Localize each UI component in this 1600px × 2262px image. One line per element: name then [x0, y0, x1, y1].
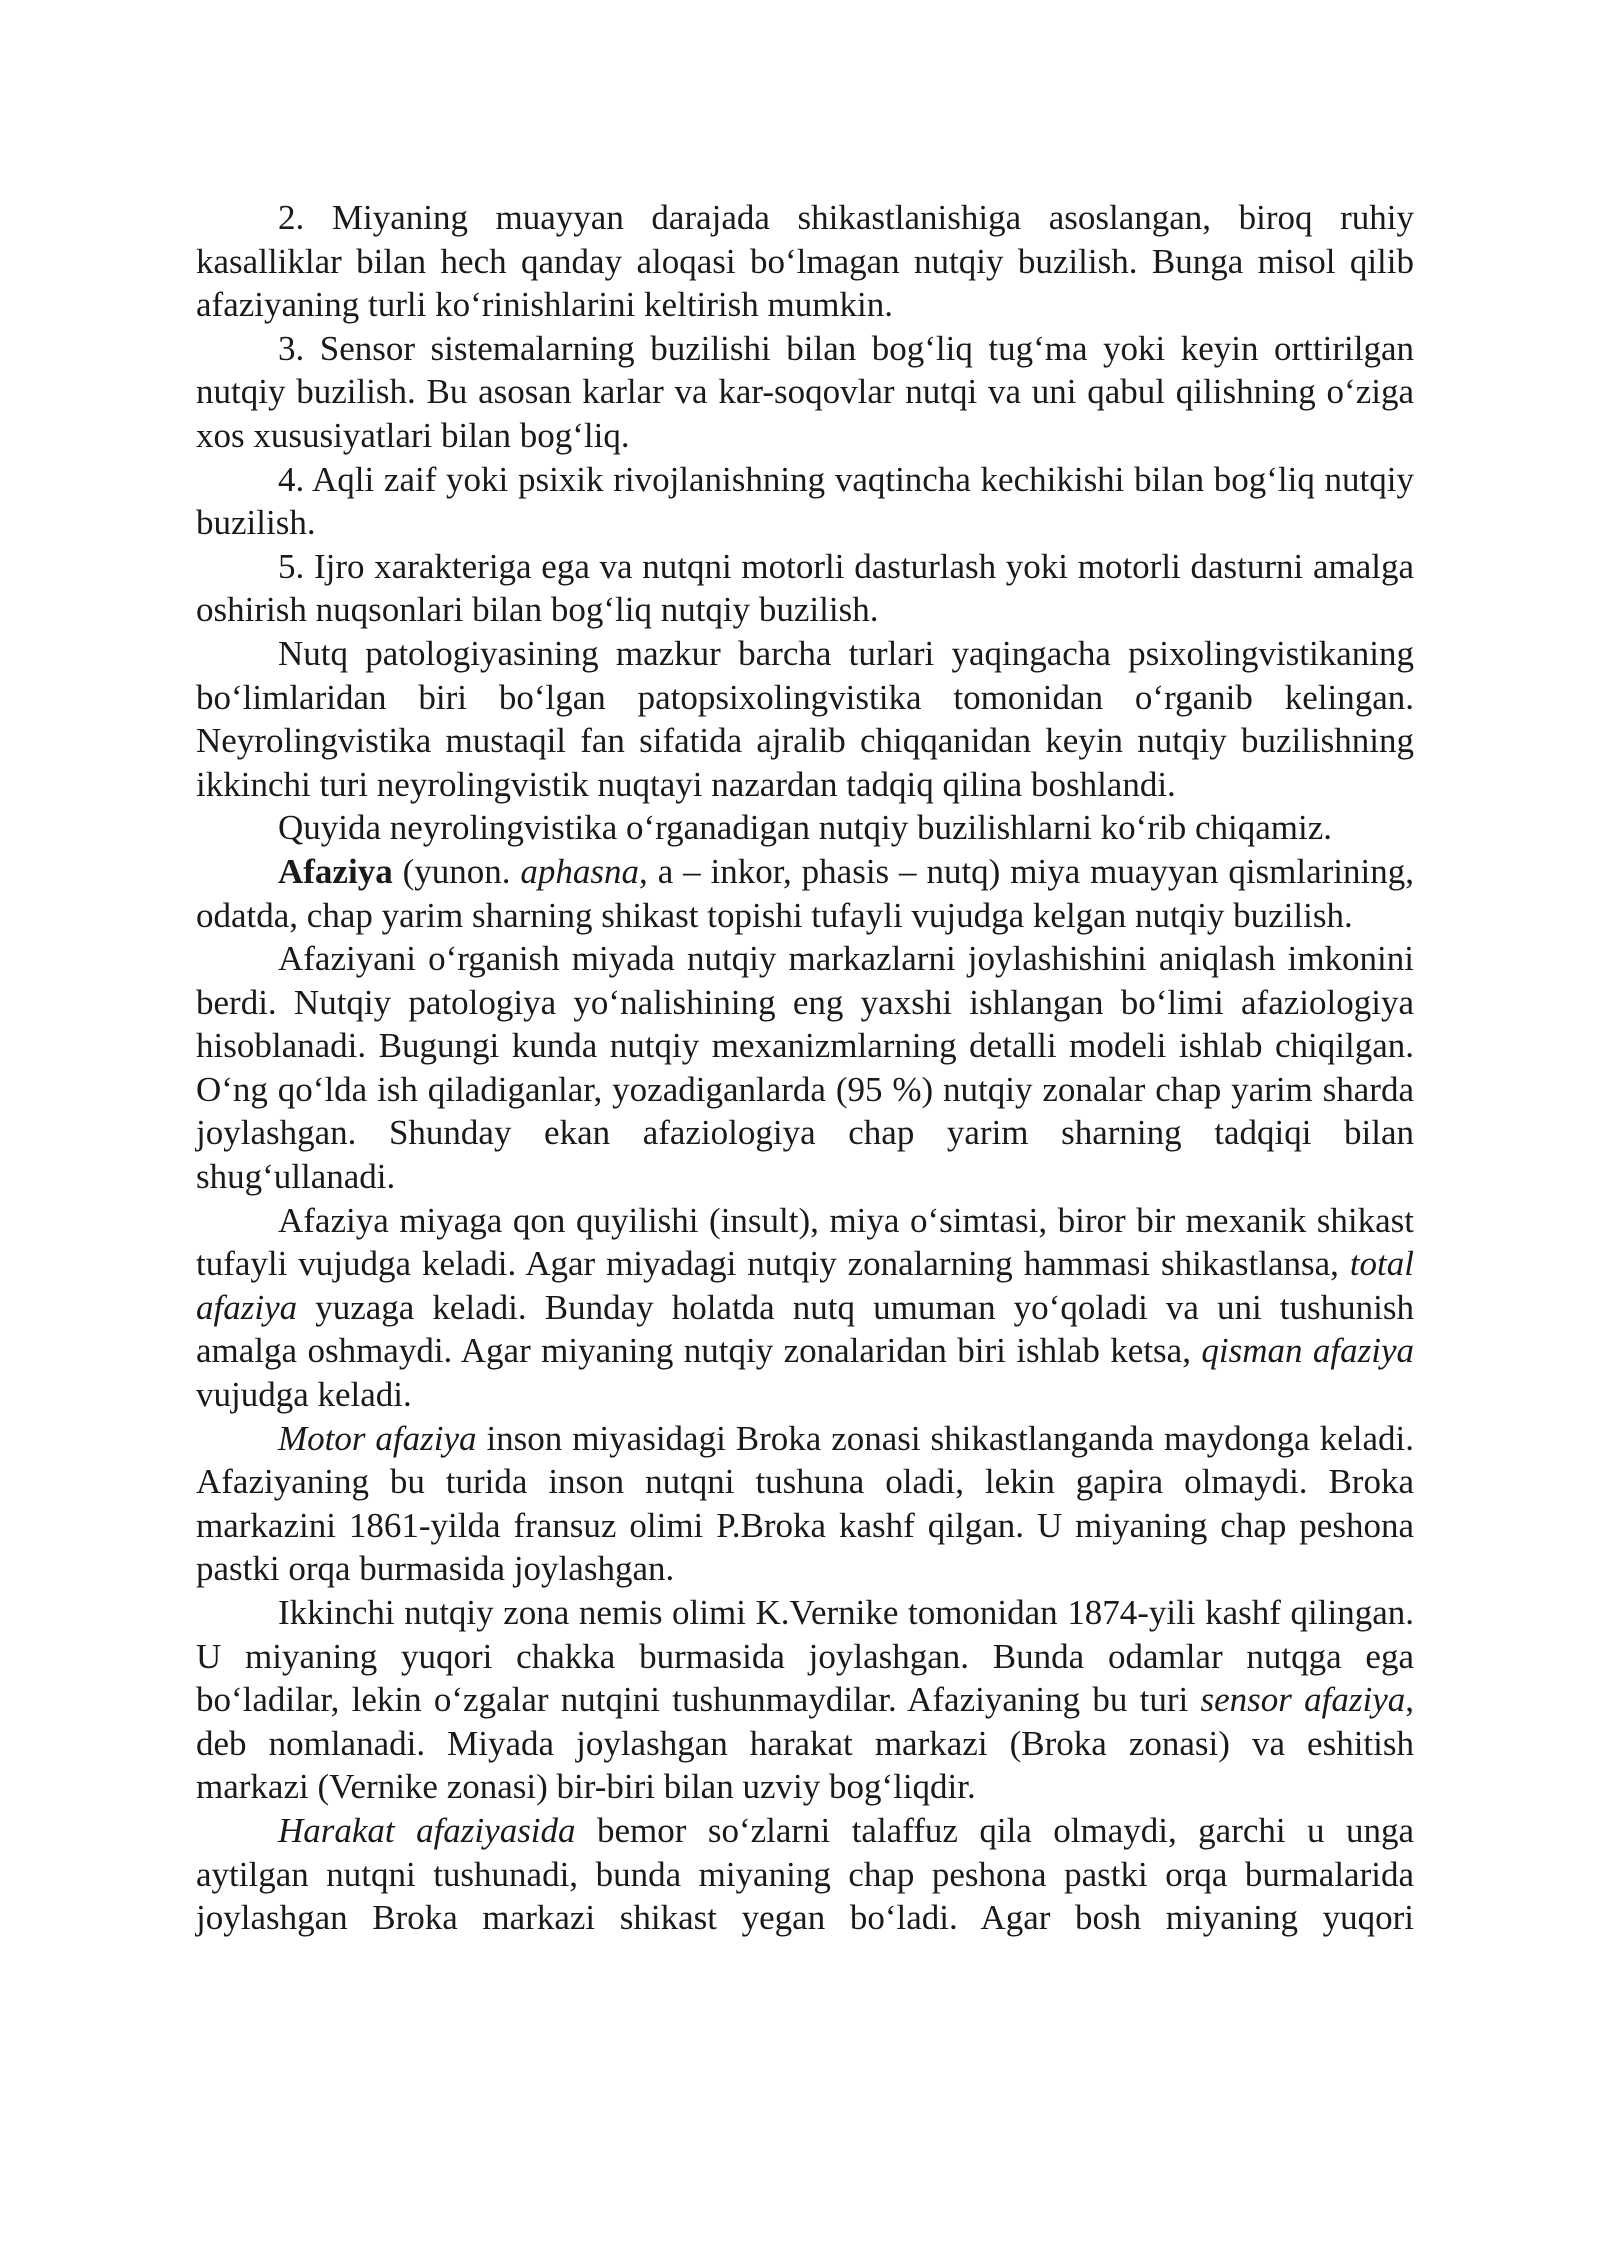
- paragraph-8: [196, 937, 1414, 1199]
- term-italic: Motor afaziya: [278, 1418, 477, 1458]
- text-run: 2. Miyaning muayyan darajada shikastlanishiga asoslangan, biroq ruhiy kasalliklar bilan hech qanday aloqasi boʻlmagan nutqiy buzilish. Bunga misol qilib afaziyaning turli koʻrinishlarini keltirish mumkin.: [196, 198, 1414, 325]
- paragraph-7: [196, 850, 1414, 937]
- paragraph-1: [196, 196, 1414, 327]
- text-run: Quyida neyrolingvistika oʻrganadigan nutqiy buzilishlarni koʻrib chiqamiz.: [278, 808, 1332, 848]
- text-run: Nutq patologiyasining mazkur barcha turlari yaqingacha psixolingvistikaning boʻlimlaridan biri boʻlgan patopsixolingvistika tomonidan oʻrganib kelingan. Neyrolingvistika mustaqil fan sifatida ajralib chiqqanidan keyin nutqiy buzilishning ikkinchi turi neyrolingvistik nuqtayi nazardan tadqiq qilina boshlandi.: [196, 633, 1414, 804]
- text-run: , deb nomlanadi. Miyada joylashgan harakat markazi (Broka zonasi) va eshitish markazi (Vernike zonasi) bir-biri bilan uzviy bogʻliqdir.: [196, 1680, 1414, 1807]
- paragraph-2: [196, 327, 1414, 458]
- paragraph-10: [196, 1417, 1414, 1591]
- text-run: vujudga keladi.: [196, 1375, 412, 1415]
- text-run: (yunon.: [392, 851, 521, 891]
- text-run: 3. Sensor sistemalarning buzilishi bilan bogʻliq tugʻma yoki keyin orttirilgan nutqiy buzilish. Bu asosan karlar va kar-soqovlar nutqi va uni qabul qilishning oʻziga xos xususiyatlari bilan bogʻliq.: [196, 328, 1414, 455]
- paragraph-4: [196, 545, 1414, 632]
- paragraph-11: [196, 1591, 1414, 1809]
- text-run: Afaziya miyaga qon quyilishi (insult), miya oʻsimtasi, biror bir mexanik shikast tufayli vujudga keladi. Agar miyadagi nutqiy zonalarning hammasi shikastlansa,: [196, 1200, 1414, 1284]
- text-run: Ikkinchi nutqiy zona nemis olimi K.Vernike tomonidan 1874-yili kashf qilingan. U miyaning yuqori chakka burmasida joylashgan. Bunda odamlar nutqga ega boʻladilar, lekin oʻzgalar nutqini tushunmaydilar. Afaziyaning bu turi: [196, 1593, 1414, 1720]
- text-run: Afaziyani oʻrganish miyada nutqiy markazlarni joylashishini aniqlash imkonini berdi. Nutqiy patologiya yoʻnalishining eng yaxshi ishlangan boʻlimi afaziologiya hisoblanadi. Bugungi kunda nutqiy mexanizmlarning detalli modeli ishlab chiqilgan. Oʻng qoʻlda ish qiladiganlar, yozadiganlarda (95 %) nutqiy zonalar chap yarim sharda joylashgan. Shunday ekan afaziologiya chap yarim sharning tadqiqi bilan shugʻullanadi.: [196, 939, 1414, 1197]
- term-italic: aphasna: [520, 851, 640, 891]
- paragraph-3: [196, 458, 1414, 545]
- term-italic: sensor afaziya: [1200, 1680, 1406, 1720]
- term-italic: total afaziya: [196, 1244, 1414, 1327]
- text-run: bemor soʻzlarni talaffuz qila olmaydi, garchi u unga aytilgan nutqni tushunadi, bunda miyaning chap peshona pastki orqa burmalarida joylashgan Broka markazi shikast yegan boʻladi. Agar bosh miyaning yuqori: [196, 1810, 1414, 1938]
- document-page: [196, 196, 1414, 1940]
- text-run: yuzaga keladi. Bunday holatda nutq umuman yoʻqoladi va uni tushunish amalga oshmaydi. Agar miyaning nutqiy zonalaridan biri ishlab ketsa,: [196, 1287, 1414, 1371]
- term-italic: qisman afaziya: [1201, 1331, 1414, 1371]
- text-run: , a – inkor, phasis – nutq) miya muayyan qismlarining, odatda, chap yarim sharning shikast topishi tufayli vujudga kelgan nutqiy buzilish.: [196, 851, 1415, 935]
- text-run: 5. Ijro xarakteriga ega va nutqni motorli dasturlash yoki motorli dasturni amalga oshirish nuqsonlari bilan bogʻliq nutqiy buzilish.: [196, 546, 1414, 630]
- paragraph-6: [196, 806, 1414, 850]
- text-run: 4. Aqli zaif yoki psixik rivojlanishning vaqtincha kechikishi bilan bogʻliq nutqiy buzilish.: [196, 459, 1414, 543]
- text-run: inson miyasidagi Broka zonasi shikastlanganda maydonga keladi. Afaziyaning bu turida inson nutqni tushuna oladi, lekin gapira olmaydi. Broka markazini 1861-yilda fransuz olimi P.Broka kashf qilgan. U miyaning chap peshona pastki orqa burmasida joylashgan.: [196, 1418, 1414, 1589]
- term-bold: Afaziya: [278, 851, 393, 891]
- paragraph-12: [196, 1809, 1414, 1940]
- paragraph-5: [196, 632, 1414, 806]
- term-italic: Harakat afaziyasida: [278, 1810, 576, 1850]
- paragraph-9: [196, 1199, 1414, 1417]
